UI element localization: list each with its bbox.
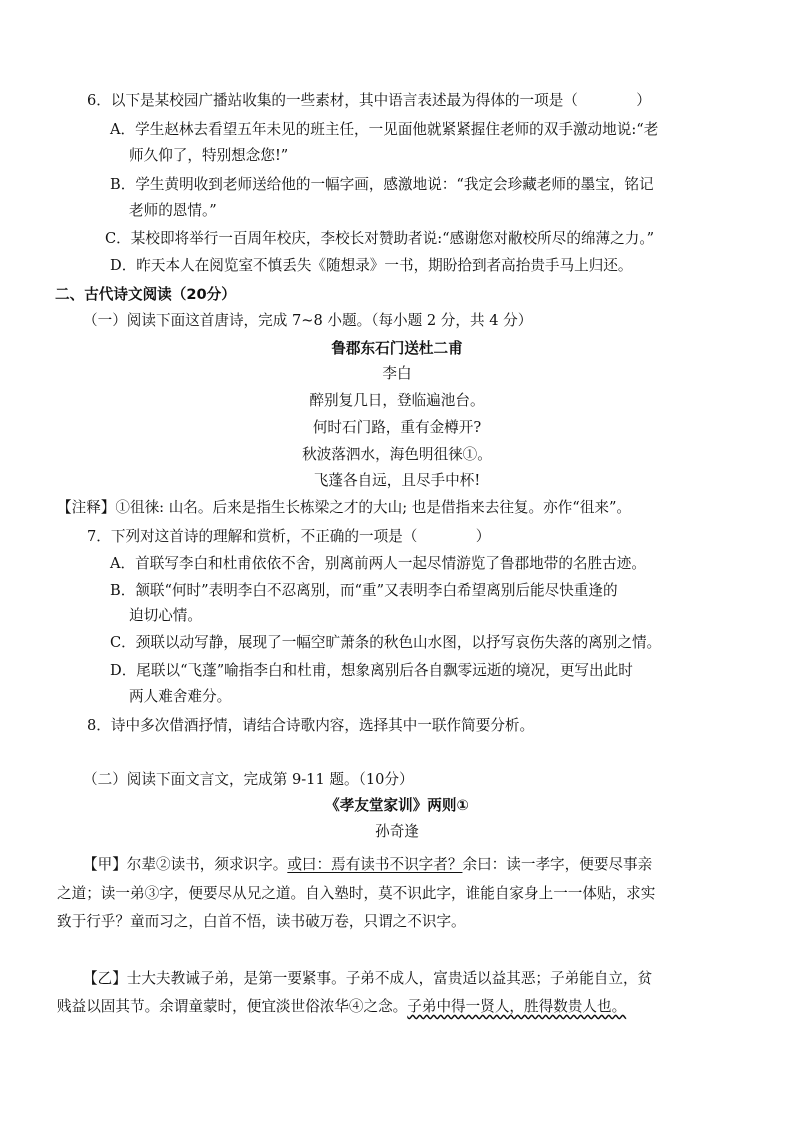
q8-stem: 8．诗中多次借酒抒情，请结合诗歌内容，选择其中一联作简要分析。	[87, 717, 535, 734]
q7-option-d-line2: 两人难舍难分。	[129, 688, 232, 705]
passage-yi-text: 贱益以固其节。余谓童蒙时，便宜淡世俗浓华④之念。	[57, 998, 408, 1015]
q7-stem: 7．下列对这首诗的理解和赏析，不正确的一项是（ ）	[87, 528, 491, 545]
q7-option-d-line1: D．尾联以“飞蓬”喻指李白和杜甫，想象离别后各自飘零远逝的境况，更写出此时	[110, 662, 633, 679]
passage-yi-line1: 【乙】士大夫教诫子弟，是第一要紧事。子弟不成人，富贵适以益其恶；子弟能自立，贫	[83, 970, 653, 987]
poem-line-2: 何时石门路，重有金樽开?	[312, 419, 482, 436]
q6-stem: 6．以下是某校园广播站收集的一些素材，其中语言表述最为得体的一项是（ ）	[87, 92, 651, 109]
part2-instruction: （二）阅读下面文言文，完成第 9-11 题。（10分）	[83, 771, 414, 788]
q6-option-d: D．昨天本人在阅览室不慎丢失《随想录》一书，期盼拾到者高抬贵手马上归还。	[110, 257, 633, 274]
poem-note: 【注释】①徂徕: 山名。后来是指生长栋梁之才的大山; 也是借指来去往复。亦作“徂来”。	[57, 499, 632, 516]
poem-title: 鲁郡东石门送杜二甫	[331, 340, 463, 357]
passage-jia-line1	[83, 855, 652, 875]
poem-line-1: 醉别复几日，登临遍池台。	[309, 392, 485, 409]
passage-jia-text-b: 余曰：读一孝字，便要尽事亲	[462, 856, 653, 873]
passage-jia-line2: 之道；读一弟③字，便要尽从兄之道。自入塾时，莫不识此字，谁能自家身上一一体贴，求实	[57, 885, 656, 902]
part1-instruction: （一）阅读下面这首唐诗，完成 7~8 小题。（每小题 2 分，共 4 分）	[83, 312, 533, 329]
q7-option-b-line2: 迫切心情。	[129, 607, 202, 624]
prose-title: 《孝友堂家训》两则①	[325, 797, 469, 814]
q6-option-b-line1: B．学生黄明收到老师送给他的一幅字画，感激地说：“我定会珍藏老师的墨宝，铭记	[110, 176, 654, 193]
q6-option-b-line2: 老师的恩情。”	[129, 202, 217, 219]
q6-option-a-line2: 师久仰了，特别想念您!”	[129, 147, 289, 164]
section-heading: 二、古代诗文阅读（20分）	[55, 286, 236, 303]
q6-option-c: C．某校即将举行一百周年校庆，李校长对赞助者说:“感谢您对敝校所尽的绵薄之力。”	[105, 230, 655, 247]
poem-line-4: 飞蓬各自远，且尽手中杯!	[313, 472, 481, 489]
passage-jia-text-a: 【甲】尔辈②读书，须求识字。	[83, 856, 288, 873]
prose-author: 孙奇逢	[375, 823, 419, 840]
poem-line-3: 秋波落泗水，海色明徂徕①。	[302, 446, 492, 463]
q7-option-c: C．颈联以动写静，展现了一幅空旷萧条的秋色山水图，以抒写哀伤失落的离别之情。	[110, 634, 662, 651]
passage-yi-line2	[57, 997, 626, 1017]
q6-option-a-line1: A．学生赵林去看望五年未见的班主任，一见面他就紧紧握住老师的双手激动地说:“老	[110, 121, 659, 138]
passage-jia-underlined: 或曰：焉有读书不识字者？	[287, 856, 463, 873]
q7-option-b-line1: B．颔联“何时”表明李白不忍离别，而“重”又表明李白希望离别后能尽快重逢的	[110, 582, 618, 599]
poem-author: 李白	[382, 365, 412, 382]
passage-yi-underlined: 子弟中得一贤人，胜得数贵人也。	[407, 998, 627, 1015]
q7-option-a: A．首联写李白和杜甫依依不舍，别离前两人一起尽情游览了鲁郡地带的名胜古迹。	[110, 555, 646, 572]
passage-jia-line3: 致于行乎？童而习之，白首不悟，读书破万卷，只谓之不识字。	[57, 913, 466, 930]
